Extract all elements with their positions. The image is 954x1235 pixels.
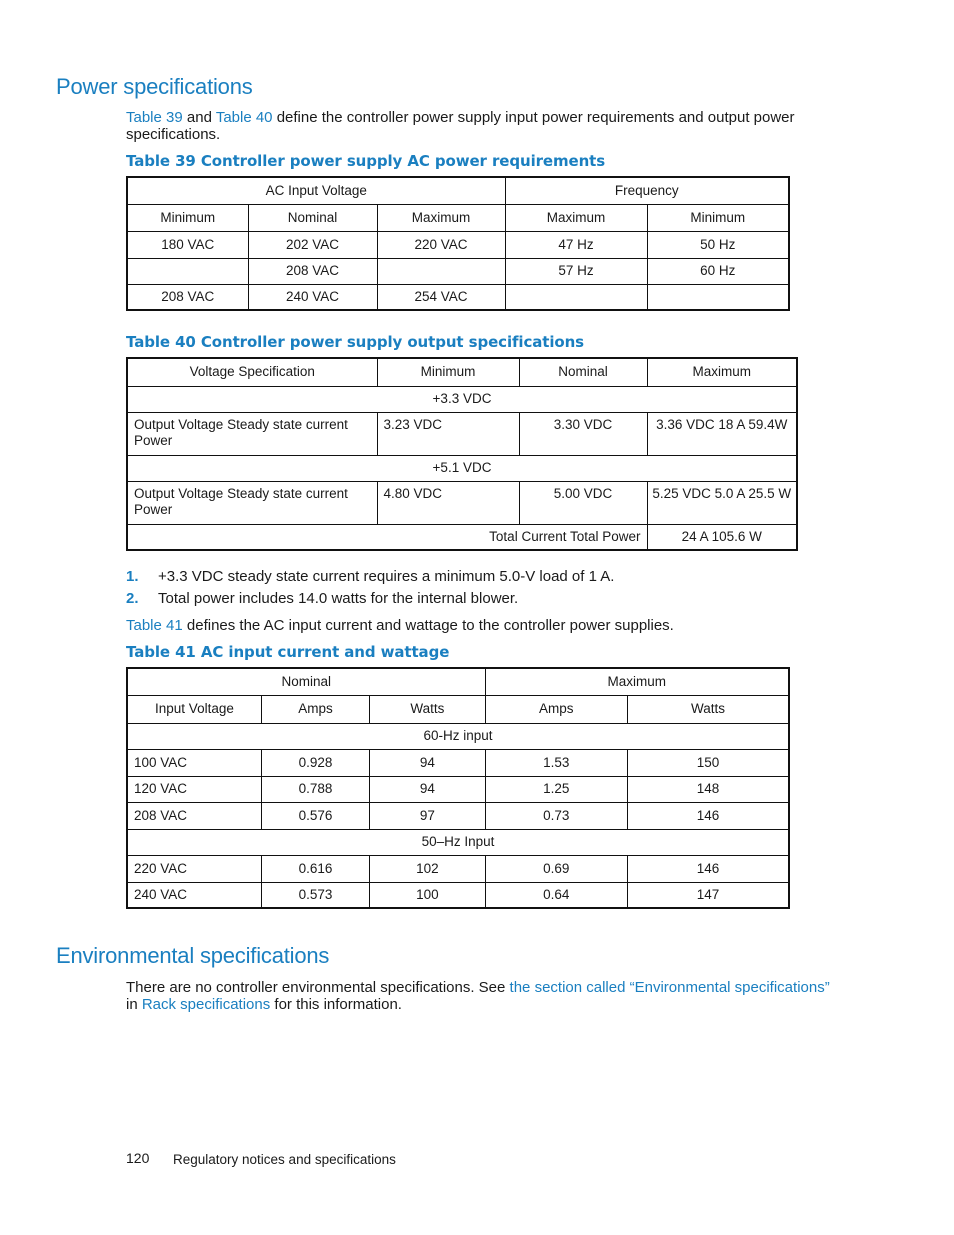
table-cell: 94 — [370, 776, 485, 802]
table-cell: 180 VAC — [127, 231, 248, 258]
table-41-group-row: 50–Hz Input — [127, 829, 789, 855]
table-cell: 0.64 — [485, 882, 627, 908]
list-item — [126, 588, 826, 610]
table-cell: 0.576 — [261, 802, 369, 829]
table-cell: 60 Hz — [647, 258, 789, 284]
table-cell: 100 VAC — [127, 749, 261, 776]
table-cell: 50 Hz — [647, 231, 789, 258]
table-39-group-header: Frequency — [505, 177, 789, 204]
table-cell: 3.23 VDC — [377, 412, 519, 455]
table-cell: 0.928 — [261, 749, 369, 776]
table-cell: 254 VAC — [377, 284, 505, 310]
table-cell: 57 Hz — [505, 258, 647, 284]
env-text-1: There are no controller environmental specifications. See — [126, 979, 510, 996]
table-39-header: Minimum — [127, 204, 248, 231]
table-41-group-row: 60-Hz input — [127, 723, 789, 749]
list-item — [126, 566, 826, 588]
table-40-caption: Table 40 Controller power supply output specifications — [126, 333, 584, 351]
env-paragraph — [126, 979, 846, 1013]
table-40-group-row: +3.3 VDC — [127, 386, 797, 412]
page-number: 120 — [126, 1150, 150, 1166]
table-row — [127, 412, 797, 455]
table-39-header: Maximum — [377, 204, 505, 231]
env-text-2: in — [126, 996, 142, 1013]
table-row — [127, 776, 789, 802]
table-cell: 47 Hz — [505, 231, 647, 258]
table-row — [127, 882, 789, 908]
table-39-header: Minimum — [647, 204, 789, 231]
table-cell: 1.25 — [485, 776, 627, 802]
table-row — [127, 284, 789, 310]
table-40-header: Voltage Specification — [127, 358, 377, 386]
table-cell: 147 — [627, 882, 789, 908]
table-cell: 5.25 VDC 5.0 A 25.5 W — [647, 481, 797, 524]
table-row — [127, 802, 789, 829]
table-39-link[interactable]: Table 39 — [126, 109, 183, 126]
table-cell: 146 — [627, 855, 789, 882]
table-cell: 3.36 VDC 18 A 59.4W — [647, 412, 797, 455]
table-row — [127, 524, 797, 550]
table-41 — [126, 667, 790, 909]
table-cell: 208 VAC — [127, 284, 248, 310]
table-40-header: Minimum — [377, 358, 519, 386]
table-41-header: Watts — [627, 695, 789, 723]
table-41-header: Watts — [370, 695, 485, 723]
table-cell: 0.73 — [485, 802, 627, 829]
table-cell — [127, 258, 248, 284]
table-41-header: Input Voltage — [127, 695, 261, 723]
table-cell: Output Voltage Steady state current Power — [127, 481, 377, 524]
table-cell: 0.69 — [485, 855, 627, 882]
table-41-link[interactable]: Table 41 — [126, 617, 183, 634]
intro-text: define the controller power supply input power requirements and output power specifications. — [126, 109, 795, 143]
table-40-group-row: +5.1 VDC — [127, 455, 797, 481]
table-cell: 148 — [627, 776, 789, 802]
intro-and: and — [182, 109, 216, 126]
table-cell: 94 — [370, 749, 485, 776]
table-cell: 97 — [370, 802, 485, 829]
table-cell: 0.616 — [261, 855, 369, 882]
table-cell: 100 — [370, 882, 485, 908]
table-41-header: Amps — [261, 695, 369, 723]
table-39-header: Maximum — [505, 204, 647, 231]
list-item-text: +3.3 VDC steady state current requires a minimum 5.0-V load of 1 A. — [158, 568, 615, 585]
table-40-link[interactable]: Table 40 — [215, 109, 273, 126]
table-41-intro-text: defines the AC input current and wattage to the controller power supplies. — [182, 617, 674, 634]
table-40-header: Nominal — [519, 358, 647, 386]
table-cell: 102 — [370, 855, 485, 882]
table-cell: 3.30 VDC — [519, 412, 647, 455]
table-cell: 150 — [627, 749, 789, 776]
table-39 — [126, 176, 790, 311]
table-40 — [126, 357, 798, 551]
table-cell: 5.00 VDC — [519, 481, 647, 524]
table-cell: 240 VAC — [248, 284, 377, 310]
section-title-power: Power specifications — [56, 74, 253, 99]
table-cell — [377, 258, 505, 284]
table-row — [127, 258, 789, 284]
list-item-text: Total power includes 14.0 watts for the internal blower. — [158, 590, 519, 607]
table-40-header: Maximum — [647, 358, 797, 386]
table-cell — [505, 284, 647, 310]
section-title-environmental: Environmental specifications — [56, 943, 330, 968]
table-cell: 240 VAC — [127, 882, 261, 908]
table-cell: 0.788 — [261, 776, 369, 802]
table-cell: Output Voltage Steady state current Power — [127, 412, 377, 455]
table-40-total-label: Total Current Total Power — [127, 524, 647, 550]
table-row — [127, 481, 797, 524]
env-section-link[interactable]: the section called “Environmental specifications” — [509, 979, 830, 996]
intro-paragraph — [126, 109, 826, 143]
table-41-intro — [126, 617, 826, 634]
table-cell: 120 VAC — [127, 776, 261, 802]
table-40-total-value: 24 A 105.6 W — [647, 524, 797, 550]
table-cell: 208 VAC — [127, 802, 261, 829]
table-cell: 220 VAC — [377, 231, 505, 258]
table-39-group-header: AC Input Voltage — [127, 177, 505, 204]
table-cell: 4.80 VDC — [377, 481, 519, 524]
table-41-header: Amps — [485, 695, 627, 723]
env-text-3: for this information. — [270, 996, 402, 1013]
table-cell: 1.53 — [485, 749, 627, 776]
table-41-group-header: Nominal — [127, 668, 485, 695]
table-cell: 146 — [627, 802, 789, 829]
table-row — [127, 749, 789, 776]
table-cell: 208 VAC — [248, 258, 377, 284]
table-41-group-header: Maximum — [485, 668, 789, 695]
table-39-header: Nominal — [248, 204, 377, 231]
table-41-caption: Table 41 AC input current and wattage — [126, 643, 450, 661]
table-39-caption: Table 39 Controller power supply AC power requirements — [126, 152, 606, 170]
notes-list — [126, 566, 826, 610]
table-cell: 220 VAC — [127, 855, 261, 882]
table-row — [127, 231, 789, 258]
footer-title: Regulatory notices and specifications — [173, 1152, 396, 1167]
table-cell: 0.573 — [261, 882, 369, 908]
table-cell: 202 VAC — [248, 231, 377, 258]
rack-specifications-link[interactable]: Rack specifications — [141, 996, 271, 1013]
list-item-number: 2. — [126, 590, 139, 607]
table-cell — [647, 284, 789, 310]
table-row — [127, 855, 789, 882]
list-item-number: 1. — [126, 568, 139, 585]
